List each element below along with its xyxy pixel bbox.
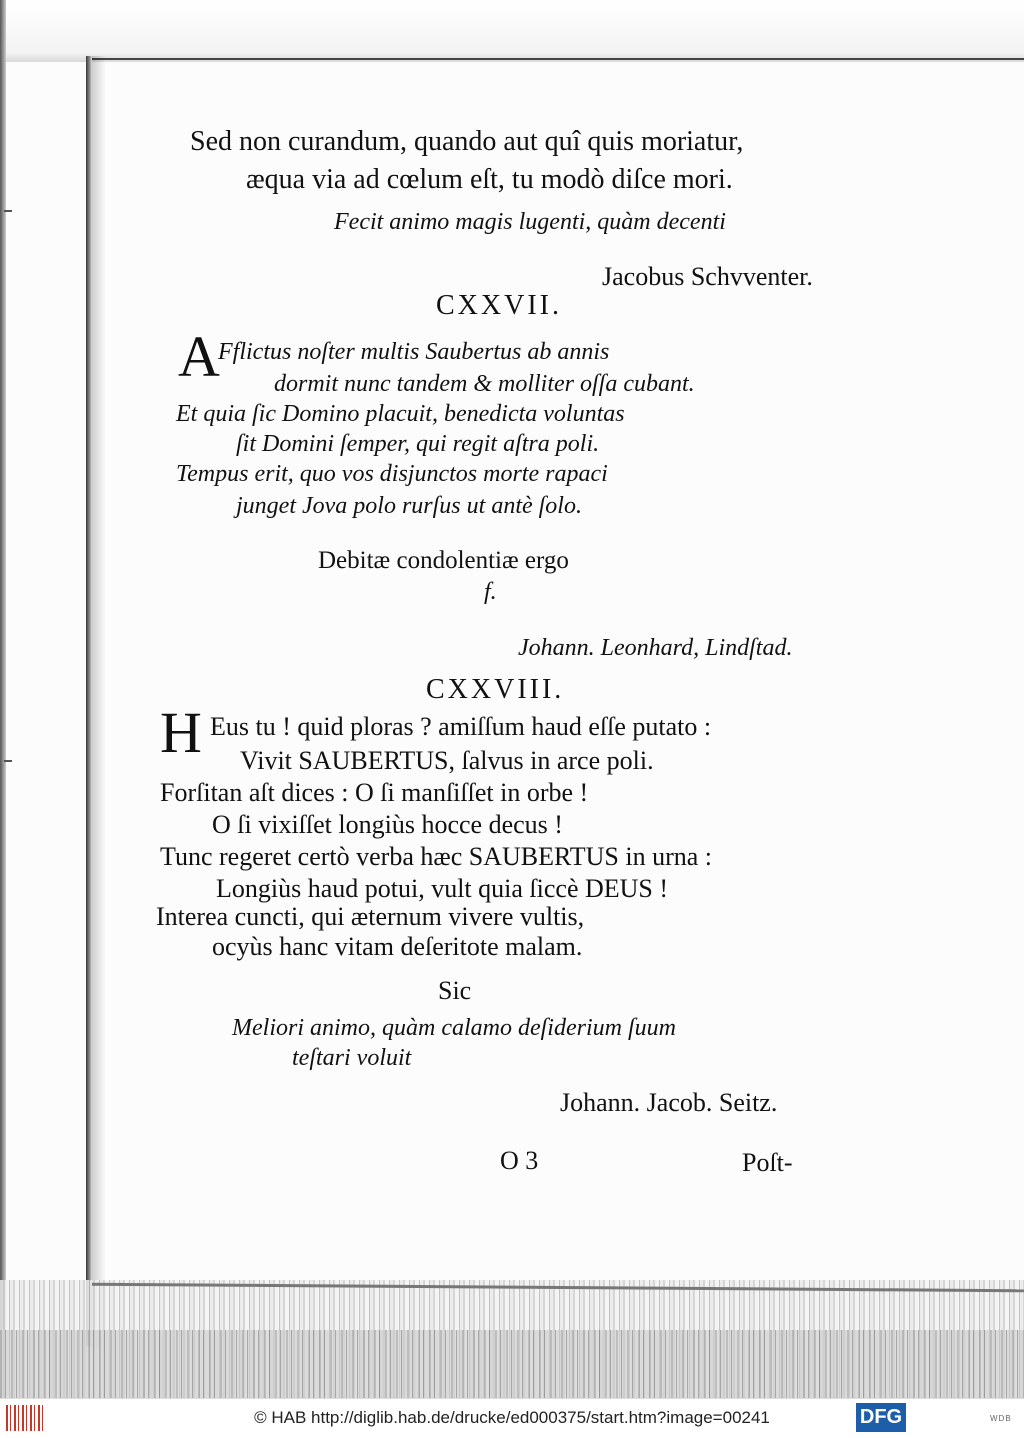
verse-line: Longiùs haud potui, vult quia ſiccè DEUS ! [216, 874, 669, 903]
verse-line: Tunc regeret certò verba hæc SAUBERTUS in urna : [160, 842, 713, 871]
dedication-line: Meliori animo, quàm calamo deſiderium ſuum [232, 1015, 676, 1041]
verse-line: Tempus erit, quo vos disjunctos morte rapaci [176, 461, 608, 487]
catchword: Poſt- [742, 1148, 793, 1177]
verse-line: ocyùs hanc vitam deſeritote malam. [212, 932, 583, 961]
wdb-label: WDB [990, 1414, 1012, 1423]
dedication-line: Fecit animo magis lugenti, quàm decenti [334, 209, 726, 235]
dedication-line: teſtari voluit [292, 1045, 412, 1071]
dedication-line: Debitæ condolentiæ ergo [318, 547, 569, 574]
margin-mark [4, 210, 12, 212]
author-signature: Jacobus Schvventer. [602, 262, 813, 291]
verse-line: Fflictus noſter multis Saubertus ab annis [218, 339, 610, 365]
verse-line: æqua via ad cœlum eſt, tu modò diſce mori. [246, 164, 733, 195]
poem-number-heading: CXXVIII. [426, 674, 565, 705]
scan-bottom-edge [0, 1330, 1024, 1398]
verse-line: dormit nunc tandem & molliter oſſa cubant. [274, 371, 695, 397]
verse-line: O ſi vixiſſet longiùs hocce decus ! [212, 810, 563, 839]
verse-line: Eus tu ! quid ploras ? amiſſum haud eſſe putato : [210, 712, 712, 741]
gutter-shadow [92, 56, 106, 1346]
signature-mark: O 3 [500, 1146, 539, 1175]
dedication-initial: f. [484, 579, 497, 605]
author-signature: Johann. Leonhard, Lindſtad. [518, 635, 793, 661]
verse-line: junget Jova polo rurſus ut antè ſolo. [236, 493, 582, 519]
author-signature: Johann. Jacob. Seitz. [560, 1088, 778, 1117]
verse-line: ſit Domini ſemper, qui regit aſtra poli. [236, 431, 600, 457]
drop-cap: A [178, 324, 220, 389]
verse-line: Sed non curandum, quando aut quî quis moriatur, [190, 126, 744, 157]
margin-mark [4, 760, 12, 762]
verse-line: Forſitan aſt dices : O ſi manſiſſet in orbe ! [160, 778, 589, 807]
verse-line: Et quia ſic Domino placuit, benedicta voluntas [176, 401, 625, 427]
drop-cap: H [160, 700, 202, 765]
page-top-edge [86, 58, 1024, 60]
scan-top-margin [0, 0, 1024, 62]
copyright-url[interactable]: © HAB http://diglib.hab.de/drucke/ed000375/start.htm?image=00241 [254, 1408, 770, 1427]
verse-line: Vivit SAUBERTUS, ſalvus in arce poli. [240, 746, 654, 775]
verse-line: Interea cuncti, qui æternum vivere vultis, [156, 902, 585, 931]
dfg-logo: DFG [856, 1403, 906, 1432]
poem-number-heading: CXXVII. [436, 290, 562, 321]
dedication-line: Sic [438, 976, 472, 1005]
